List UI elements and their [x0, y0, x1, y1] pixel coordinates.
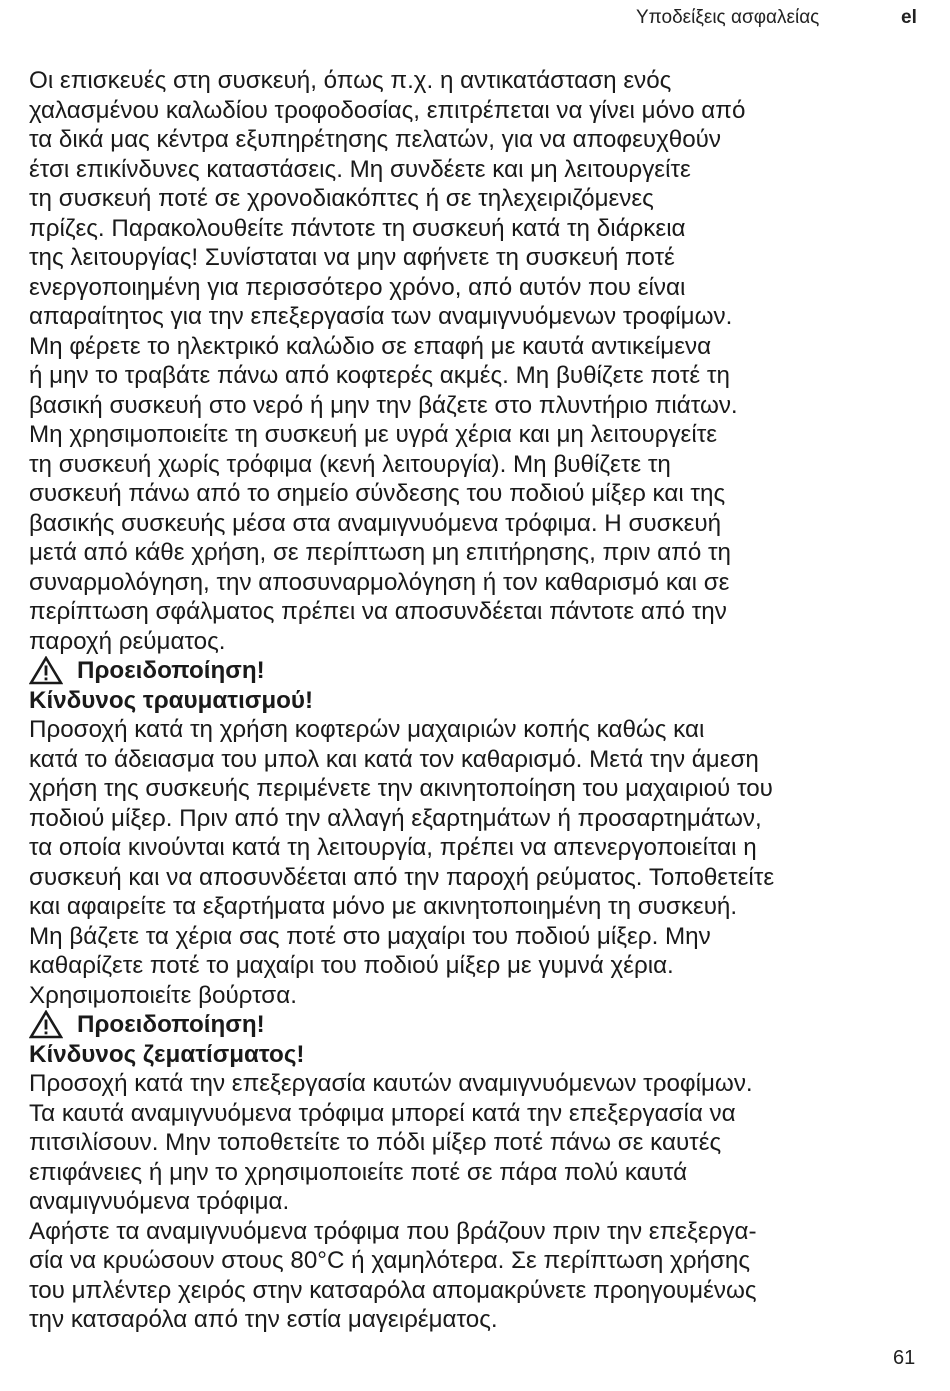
text-line: βασική συσκευή στο νερό ή μην την βάζετε στο πλυντήριο πιάτων.: [29, 391, 738, 419]
text-line: καθαρίζετε ποτέ το μαχαίρι του ποδιού μίξερ με γυμνά χέρια.: [29, 952, 674, 979]
text-line: αναμιγνυόμενα τρόφιμα.: [29, 1188, 290, 1215]
text-line: τα οποία κινούνται κατά τη λειτουργία, πρέπει να απενεργοποιείται η: [29, 834, 757, 861]
warning-heading: [29, 656, 929, 686]
text-line: απαραίτητος για την επεξεργασία των αναμιγνυόμενων τροφίμων.: [29, 303, 733, 330]
text-line: Οι επισκευές στη συσκευή, όπως π.χ. η αντικατάσταση ενός: [29, 67, 672, 94]
text-line: Προσοχή κατά τη χρήση κοφτερών μαχαιριών κοπής καθώς και: [29, 716, 705, 743]
intro-paragraph: [29, 66, 929, 656]
text-line: του μπλέντερ χειρός στην κατσαρόλα απομακρύνετε προηγουμένως: [29, 1276, 757, 1304]
warning-heading: [29, 1010, 929, 1040]
text-line: Μη χρησιμοποιείτε τη συσκευή με υγρά χέρια και μη λειτουργείτε: [29, 421, 718, 448]
text-line: ποδιού μίξερ. Πριν από την αλλαγή εξαρτημάτων ή προσαρτημάτων,: [29, 804, 762, 832]
warning-injury-section: [29, 656, 929, 1010]
text-line: συναρμολόγηση, την αποσυναρμολόγηση ή τον καθαρισμό και σε: [29, 568, 730, 596]
text-line: ή μην το τραβάτε πάνω από κοφτερές ακμές. Μη βυθίζετε ποτέ τη: [29, 362, 730, 389]
warning-subtitle: Κίνδυνος τραυματισμού!: [29, 686, 314, 714]
warning-scalding-section: [29, 1010, 929, 1335]
page-content: [29, 66, 929, 1335]
text-line: επιφάνειες ή μην το χρησιμοποιείτε ποτέ σε πάρα πολύ καυτά: [29, 1158, 688, 1186]
text-line: κατά το άδειασμα του μπολ και κατά τον καθαρισμό. Μετά την άμεση: [29, 745, 759, 773]
text-line: μετά από κάθε χρήση, σε περίπτωση μη επιτήρησης, πριν από τη: [29, 539, 731, 566]
text-line: Προσοχή κατά την επεξεργασία καυτών αναμιγνυόμενων τροφίμων.: [29, 1070, 753, 1097]
warning-triangle-icon: [29, 1010, 65, 1038]
text-line: Μη βάζετε τα χέρια σας ποτέ στο μαχαίρι του ποδιού μίξερ. Μην: [29, 922, 711, 950]
warning-title: Προειδοποίηση!: [77, 657, 265, 684]
language-code: el: [901, 7, 917, 28]
text-line: χαλασμένου καλωδίου τροφοδοσίας, επιτρέπεται να γίνει μόνο από: [29, 96, 746, 124]
text-line: τα δικά μας κέντρα εξυπηρέτησης πελατών, για να αποφευχθούν: [29, 126, 722, 153]
text-line: τη συσκευή ποτέ σε χρονοδιακόπτες ή σε τηλεχειριζόμενες: [29, 185, 654, 212]
warning-triangle-icon: [29, 656, 65, 684]
section-title: Υποδείξεις ασφαλείας: [636, 7, 820, 28]
warning-subtitle: Κίνδυνος ζεματίσματος!: [29, 1040, 305, 1068]
warning-title: Προειδοποίηση!: [77, 1011, 265, 1038]
page-header: [0, 6, 950, 32]
text-line: έτσι επικίνδυνες καταστάσεις. Μη συνδέετε και μη λειτουργείτε: [29, 155, 691, 183]
text-line: Τα καυτά αναμιγνυόμενα τρόφιμα μπορεί κατά την επεξεργασία να: [29, 1099, 736, 1127]
text-line: συσκευή πάνω από το σημείο σύνδεσης του ποδιού μίξερ και της: [29, 480, 726, 507]
text-line: Χρησιμοποιείτε βούρτσα.: [29, 981, 297, 1009]
text-line: Αφήστε τα αναμιγνυόμενα τρόφιμα που βράζουν πριν την επεξεργα-: [29, 1217, 757, 1245]
text-line: συσκευή και να αποσυνδέεται από την παροχή ρεύματος. Τοποθετείτε: [29, 863, 775, 891]
text-line: ενεργοποιημένη για περισσότερο χρόνο, από αυτόν που είναι: [29, 273, 686, 301]
text-line: παροχή ρεύματος.: [29, 627, 226, 655]
text-line: πιτσιλίσουν. Μην τοποθετείτε το πόδι μίξερ ποτέ πάνω σε καυτές: [29, 1129, 722, 1156]
text-line: Μη φέρετε το ηλεκτρικό καλώδιο σε επαφή με καυτά αντικείμενα: [29, 332, 712, 360]
text-line: και αφαιρείτε τα εξαρτήματα μόνο με ακινητοποιημένη τη συσκευή.: [29, 893, 738, 920]
text-line: πρίζες. Παρακολουθείτε πάντοτε τη συσκευή κατά τη διάρκεια: [29, 214, 686, 242]
text-line: τη συσκευή χωρίς τρόφιμα (κενή λειτουργία). Μη βυθίζετε τη: [29, 450, 671, 478]
text-line: σία να κρυώσουν στους 80°C ή χαμηλότερα. Σε περίπτωση χρήσης: [29, 1247, 750, 1274]
text-line: χρήση της συσκευής περιμένετε την ακινητοποίηση του μαχαιριού του: [29, 775, 773, 802]
text-line: την κατσαρόλα από την εστία μαγειρέματος.: [29, 1306, 498, 1333]
text-line: περίπτωση σφάλματος πρέπει να αποσυνδέεται πάντοτε από την: [29, 598, 727, 625]
text-line: βασικής συσκευής μέσα στα αναμιγνυόμενα τρόφιμα. Η συσκευή: [29, 509, 722, 537]
page-number: 61: [893, 1347, 916, 1369]
text-line: της λειτουργίας! Συνίσταται να μην αφήνετε τη συσκευή ποτέ: [29, 244, 675, 271]
